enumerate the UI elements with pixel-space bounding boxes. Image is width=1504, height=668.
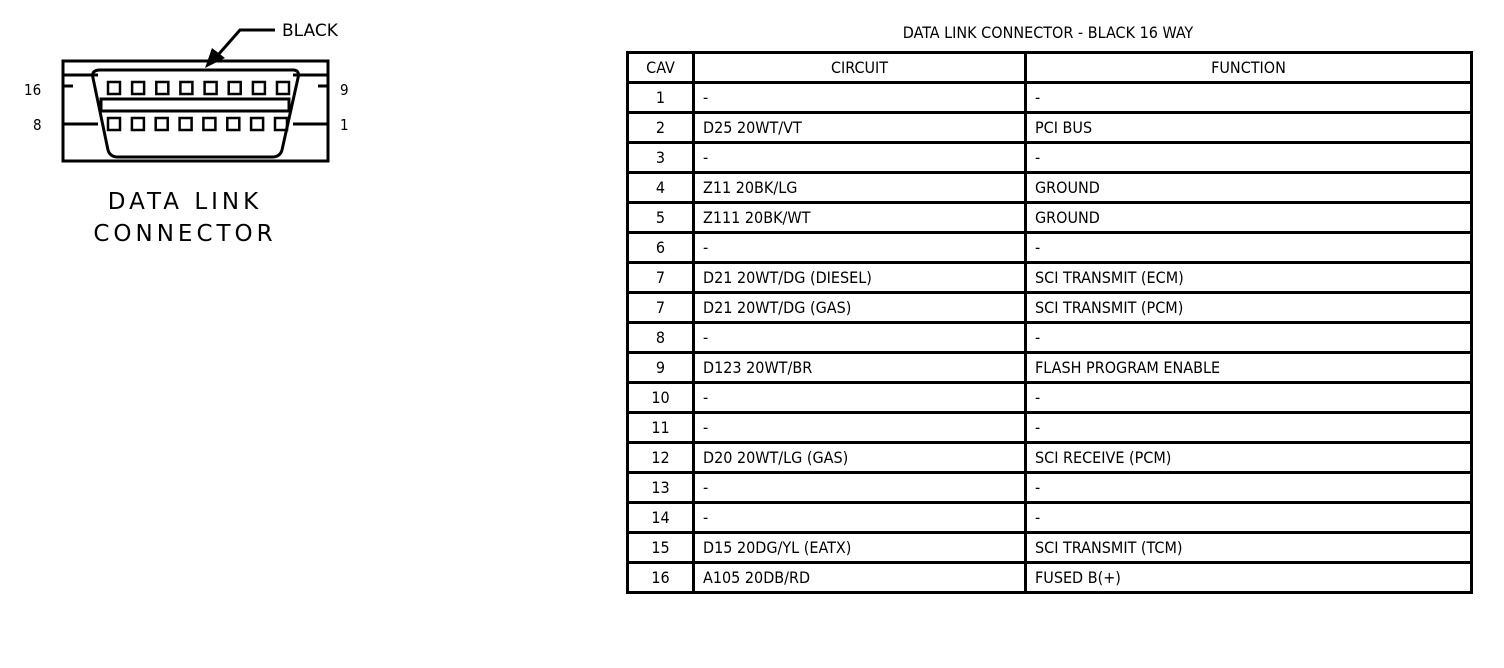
pin-row-top xyxy=(108,82,289,94)
function-cell: - xyxy=(1026,473,1472,503)
circuit-cell: - xyxy=(694,233,1026,263)
table-title: DATA LINK CONNECTOR - BLACK 16 WAY xyxy=(902,23,1194,42)
circuit-cell: A105 20DB/RD xyxy=(694,563,1026,593)
color-callout-leader xyxy=(218,30,275,55)
function-cell: SCI RECEIVE (PCM) xyxy=(1026,443,1472,473)
function-cell: - xyxy=(1026,323,1472,353)
pin-cavity xyxy=(251,118,263,130)
circuit-cell: D123 20WT/BR xyxy=(694,353,1026,383)
circuit-cell: D20 20WT/LG (GAS) xyxy=(694,443,1026,473)
table-row xyxy=(628,383,1472,413)
table-row xyxy=(628,323,1472,353)
circuit-cell: D21 20WT/DG (GAS) xyxy=(694,293,1026,323)
connector-diagram xyxy=(0,0,380,180)
table-row xyxy=(628,263,1472,293)
pin-cavity xyxy=(180,82,192,94)
table-row xyxy=(628,443,1472,473)
table-row xyxy=(628,83,1472,113)
cav-cell: 11 xyxy=(628,413,694,443)
cav-cell: 1 xyxy=(628,83,694,113)
pin-cavity xyxy=(132,82,144,94)
function-cell: SCI TRANSMIT (PCM) xyxy=(1026,293,1472,323)
cav-cell: 7 xyxy=(628,293,694,323)
pin-cavity xyxy=(229,82,241,94)
cav-cell: 14 xyxy=(628,503,694,533)
header-circuit: CIRCUIT xyxy=(694,53,1026,83)
header-cav: CAV xyxy=(628,53,694,83)
function-cell: PCI BUS xyxy=(1026,113,1472,143)
cav-cell: 2 xyxy=(628,113,694,143)
table-row xyxy=(628,503,1472,533)
pin-cavity xyxy=(275,118,287,130)
circuit-cell: - xyxy=(694,143,1026,173)
table-row xyxy=(628,113,1472,143)
cav-cell: 12 xyxy=(628,443,694,473)
pin-cavity xyxy=(156,118,168,130)
table-row xyxy=(628,413,1472,443)
circuit-cell: - xyxy=(694,473,1026,503)
function-cell: SCI TRANSMIT (TCM) xyxy=(1026,533,1472,563)
function-cell: - xyxy=(1026,83,1472,113)
pin-cavity xyxy=(156,82,168,94)
cav-cell: 7 xyxy=(628,263,694,293)
color-callout-label: BLACK xyxy=(282,21,338,41)
circuit-cell: Z11 20BK/LG xyxy=(694,173,1026,203)
pin-cavity xyxy=(180,118,192,130)
cav-cell: 9 xyxy=(628,353,694,383)
function-cell: - xyxy=(1026,383,1472,413)
pin-label-bottom-right: 1 xyxy=(340,116,349,134)
table-row xyxy=(628,533,1472,563)
table-row xyxy=(628,143,1472,173)
circuit-cell: D21 20WT/DG (DIESEL) xyxy=(694,263,1026,293)
cav-cell: 4 xyxy=(628,173,694,203)
circuit-cell: - xyxy=(694,83,1026,113)
pin-cavity xyxy=(132,118,144,130)
cav-cell: 3 xyxy=(628,143,694,173)
circuit-cell: D15 20DG/YL (EATX) xyxy=(694,533,1026,563)
pin-cavity xyxy=(277,82,289,94)
function-cell: - xyxy=(1026,503,1472,533)
pin-cavity xyxy=(108,82,120,94)
cav-cell: 6 xyxy=(628,233,694,263)
function-cell: - xyxy=(1026,413,1472,443)
table-row xyxy=(628,563,1472,593)
table-row xyxy=(628,353,1472,383)
function-cell: - xyxy=(1026,143,1472,173)
cav-cell: 13 xyxy=(628,473,694,503)
table-row xyxy=(628,233,1472,263)
function-cell: SCI TRANSMIT (ECM) xyxy=(1026,263,1472,293)
pin-cavity xyxy=(108,118,120,130)
function-cell: GROUND xyxy=(1026,203,1472,233)
pin-row-bottom xyxy=(108,118,287,130)
pin-cavity xyxy=(205,82,217,94)
pin-cavity xyxy=(253,82,265,94)
circuit-cell: - xyxy=(694,503,1026,533)
cav-cell: 5 xyxy=(628,203,694,233)
circuit-cell: - xyxy=(694,323,1026,353)
cav-cell: 8 xyxy=(628,323,694,353)
pin-cavity xyxy=(227,118,239,130)
connector-name xyxy=(60,186,310,250)
cav-cell: 16 xyxy=(628,563,694,593)
table-header-row xyxy=(628,53,1472,83)
pin-label-top-right: 9 xyxy=(340,81,349,99)
table-row xyxy=(628,473,1472,503)
function-cell: - xyxy=(1026,233,1472,263)
pinout-table xyxy=(626,51,1473,594)
cav-cell: 10 xyxy=(628,383,694,413)
pin-label-bottom-left: 8 xyxy=(33,116,42,134)
function-cell: FLASH PROGRAM ENABLE xyxy=(1026,353,1472,383)
header-function: FUNCTION xyxy=(1026,53,1472,83)
connector-name-line1: DATA LINK xyxy=(107,189,263,215)
circuit-cell: - xyxy=(694,413,1026,443)
pin-label-top-left: 16 xyxy=(24,81,42,99)
connector-housing xyxy=(63,61,328,161)
circuit-cell: Z111 20BK/WT xyxy=(694,203,1026,233)
table-row xyxy=(628,203,1472,233)
connector-name-line2: CONNECTOR xyxy=(93,221,277,247)
function-cell: GROUND xyxy=(1026,173,1472,203)
table-row xyxy=(628,173,1472,203)
pin-cavity xyxy=(203,118,215,130)
cav-cell: 15 xyxy=(628,533,694,563)
circuit-cell: D25 20WT/VT xyxy=(694,113,1026,143)
function-cell: FUSED B(+) xyxy=(1026,563,1472,593)
table-row xyxy=(628,293,1472,323)
circuit-cell: - xyxy=(694,383,1026,413)
